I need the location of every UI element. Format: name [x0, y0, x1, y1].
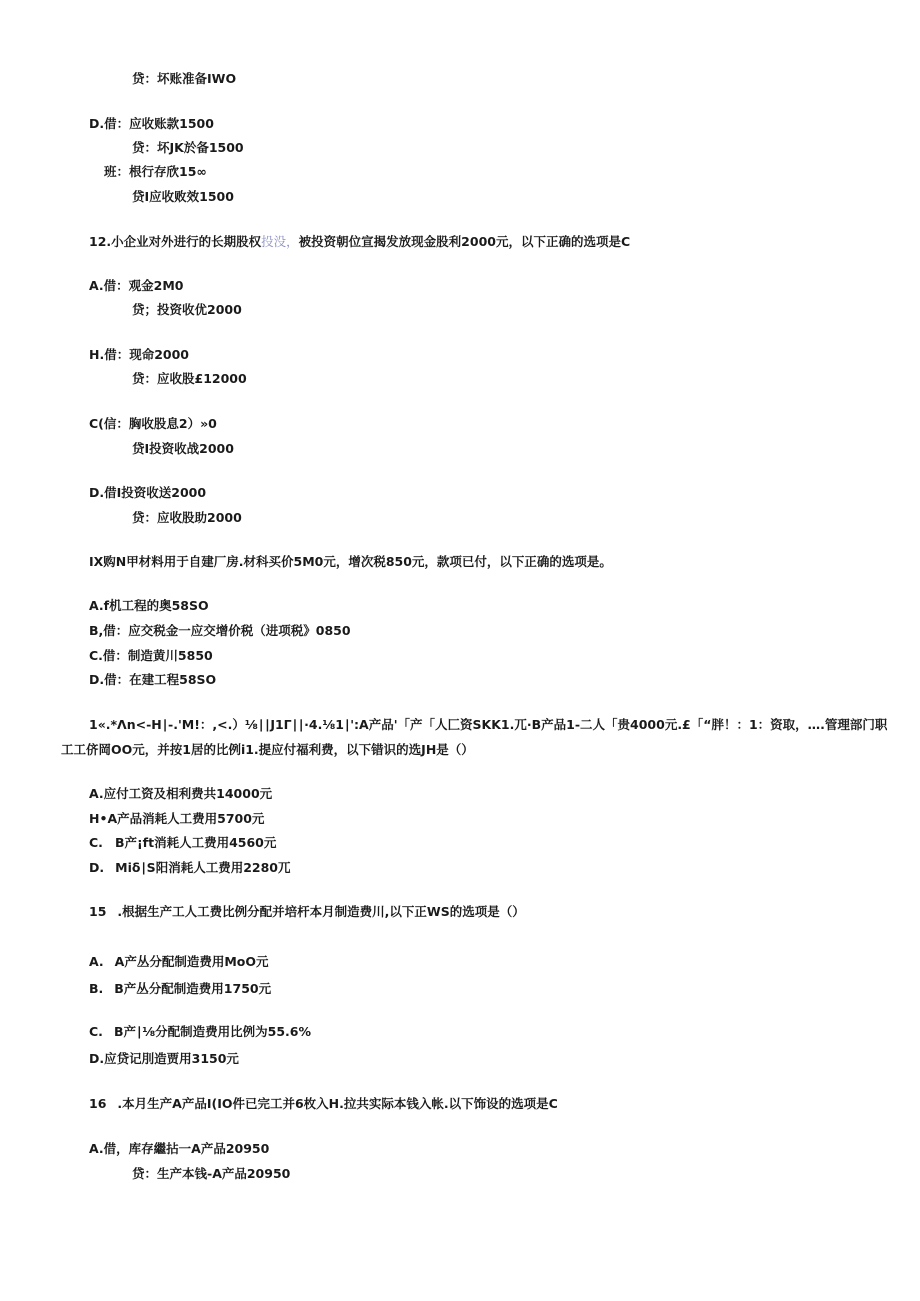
option-text: B产丛分配制造费用1750元 — [114, 981, 272, 996]
option-text: A产丛分配制造费用MoO元 — [114, 954, 269, 969]
question-text: 12.小企业对外进行的长期股权 — [89, 234, 262, 249]
option-a: A.应付工资及相利费共14000元 — [89, 786, 273, 801]
option-b: H•A产品消耗人工费用5700元 — [89, 811, 265, 826]
option-a: A.借：观金2M0 — [89, 278, 184, 293]
question-number: 16 — [89, 1096, 107, 1111]
option-c: C.借：制造黄川5850 — [89, 648, 213, 663]
text-line: 贷：应收股£12000 — [132, 371, 247, 386]
question-13: IX购N甲材料用于自建厂房.材科买价5M0元，增次税850元，款项已付，以下正确的选项是。 — [89, 554, 612, 569]
option-d: D.借：在建工程58SO — [89, 672, 217, 687]
option-c: C(信：胸收股息2）»0 — [89, 416, 217, 431]
option-a — [89, 954, 268, 970]
option-letter: D. — [89, 860, 105, 875]
text-line: D.借：应收账款1500 — [89, 116, 214, 131]
text-line: 贷：应收股助2000 — [132, 510, 242, 525]
question-16 — [89, 1096, 558, 1112]
option-a: A.f机工程的奥58SO — [89, 598, 209, 613]
question-text: 被投资朝位宣揭发放现金股利2000元，以下正确的选项是C — [298, 234, 631, 249]
question-14-continued: 工工侪岡OO元，并按1居的比例i1.提应付福利费，以下错识的选JH是（） — [61, 742, 474, 757]
text-line: 贷：坏账准备IWO — [132, 71, 237, 86]
question-text: .根据生产工人工费比例分配并培杆本月制造费川,以下正WS的选项是（） — [117, 904, 525, 919]
text-line: 班：根行存欣15∞ — [104, 164, 207, 179]
option-c — [89, 1024, 311, 1040]
option-b: B,借：应交税金一应交增价税（进项税》0850 — [89, 623, 351, 638]
option-letter: A. — [89, 954, 104, 969]
text-line: 贷；投资收优2000 — [132, 302, 242, 317]
option-d: D.借I投资收送2000 — [89, 485, 207, 500]
question-number: 15 — [89, 904, 107, 919]
option-a: A.借，库存繼拈一A产品20950 — [89, 1141, 270, 1156]
question-15 — [89, 904, 525, 920]
option-text: Miδ∣S阳消耗人工费用2280兀 — [115, 860, 291, 875]
option-d: D.应贷记刖造贾用3150元 — [89, 1051, 239, 1066]
question-14: 1«.*Λn<-H∣-.'M!：,<.）⅛∣∣J1Γ∣∣·4.⅛1∣':A产品'「产「人匚资SKK1.兀·B产品1-二人「贵4000元.£「“胖！：1：资取，….管理部门职 — [89, 717, 888, 732]
option-c — [89, 835, 276, 851]
option-b: H.借：现命2000 — [89, 347, 190, 362]
option-b — [89, 981, 271, 997]
question-text: .本月生产A产品I(IO件已完工并6枚入H.拉共实际本钱入帐.以下饰设的选项是C — [117, 1096, 558, 1111]
text-line: 贷：坏JK於备1500 — [132, 140, 244, 155]
question-text-faded: 投没， — [261, 234, 299, 249]
option-letter: C. — [89, 1024, 103, 1039]
option-d — [89, 860, 290, 876]
text-line: 贷I应收败效1500 — [132, 189, 234, 204]
option-letter: B. — [89, 981, 104, 996]
text-line: 贷：生产本钱-A产品20950 — [132, 1166, 291, 1181]
question-12 — [89, 234, 630, 250]
option-text: B产¡ft消耗人工费用4560元 — [114, 835, 277, 850]
option-text: B产∣⅛分配制造费用比例为55.6% — [113, 1024, 312, 1039]
option-letter: C. — [89, 835, 103, 850]
text-line: 贷I投资收战2000 — [132, 441, 234, 456]
